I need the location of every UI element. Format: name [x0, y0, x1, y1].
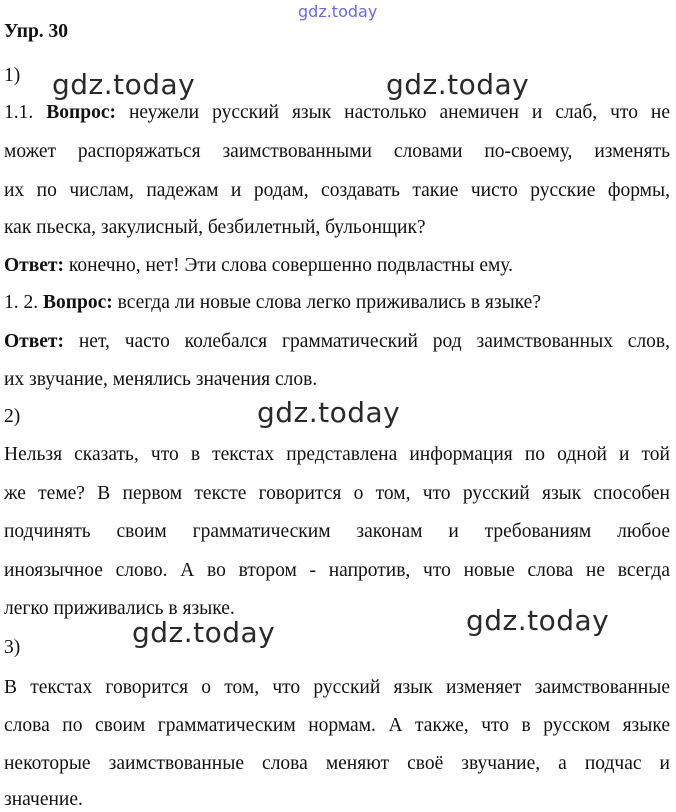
section-3-line-4: значение. [4, 789, 83, 810]
answer-1-2: Ответ: нет, часто колебался грамматический род заимствованных слов, [4, 331, 671, 352]
answer-1-2-line-2: их звучание, менялись значения слов. [4, 369, 318, 390]
section-2-line-3: подчинять своим грамматическим законам и требованиям любое [4, 521, 670, 542]
question-1-2: 1. 2. Вопрос: всегда ли новые слова легко приживались в языке? [4, 292, 541, 313]
question-1-1-line-4: как пьеска, закулисный, безбилетный, бульонщик? [4, 217, 426, 238]
answer-1-1: Ответ: конечно, нет! Эти слова совершенно подвластны ему. [4, 255, 513, 276]
section-2-line-1: Нельзя сказать, что в текстах представлена информация по одной и той [4, 444, 670, 465]
section-3-line-3: некоторые заимствованные слова меняют своё звучание, а подчас и [4, 753, 670, 774]
watermark: gdz.today [466, 604, 610, 637]
section-2-line-5: легко приживались в языке. [4, 598, 235, 619]
watermark: gdz.today [52, 68, 196, 101]
section-2-line-4: иноязычное слово. А во втором - напротив, что новые слова не всегда [4, 560, 670, 581]
section-3-number: 3) [4, 637, 21, 658]
section-1-number: 1) [4, 65, 21, 86]
watermark: gdz.today [132, 616, 276, 649]
section-3-line-1: В текстах говорится о том, что русский язык изменяет заимствованные [4, 677, 670, 698]
question-1-1: 1.1. Вопрос: неужели русский язык настолько анемичен и слаб, что не [4, 102, 671, 123]
section-2-number: 2) [4, 406, 21, 427]
watermark: gdz.today [386, 68, 530, 101]
section-3-line-2: слова по своим грамматическим нормам. А также, что в русском языке [4, 715, 670, 736]
question-1-1-line-2: может распоряжаться заимствованными словами по-своему, изменять [4, 141, 670, 162]
watermark: gdz.today [257, 396, 401, 429]
exercise-title: Упр. 30 [4, 21, 69, 42]
site-watermark: gdz.today [298, 2, 378, 21]
section-2-line-2: же теме? В первом тексте говорится о том, что русский язык способен [4, 483, 670, 504]
question-1-1-line-3: их по числам, падежам и родам, создавать такие чисто русские формы, [4, 180, 670, 201]
